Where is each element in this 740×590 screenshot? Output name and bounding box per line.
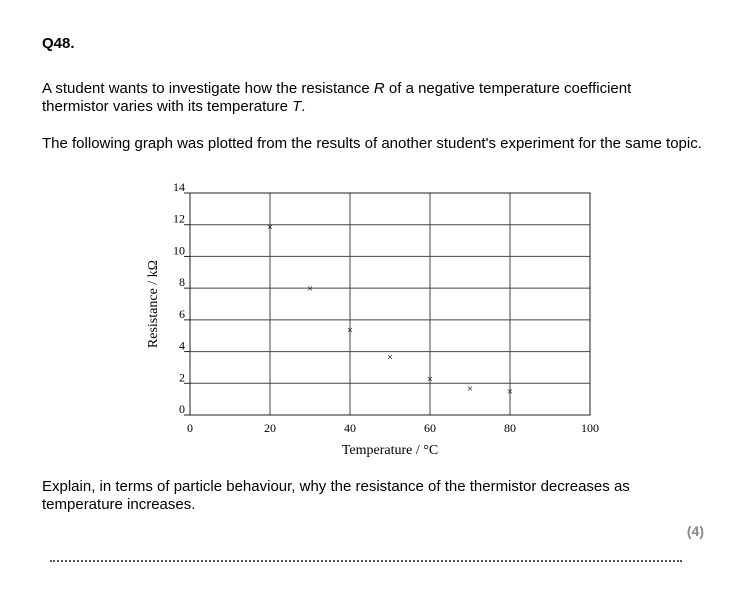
data-point: × (306, 283, 314, 296)
x-tick-label: 100 (581, 421, 599, 435)
question-number: Q48. (42, 35, 75, 52)
y-tick-label: 2 (179, 370, 185, 385)
y-tick-label: 10 (173, 243, 185, 258)
x-tick-label: 0 (187, 421, 193, 435)
y-tick-label: 6 (179, 306, 185, 321)
answer-line[interactable] (50, 560, 682, 562)
data-point: × (426, 373, 434, 386)
x-tick-label: 60 (424, 421, 436, 435)
data-point: × (506, 386, 514, 399)
data-point: × (346, 324, 354, 337)
chart-points (267, 221, 513, 398)
intro-text-1: A student wants to investigate how the resistance (42, 80, 374, 97)
marks-label: (4) (686, 523, 704, 539)
x-tick-label: 40 (344, 421, 356, 435)
x-axis-label: Temperature / °C (341, 443, 439, 458)
chart-ticks (173, 180, 599, 435)
y-tick-label: 14 (173, 180, 185, 194)
intro-symbol-t: T (292, 98, 302, 115)
question-prompt: Explain, in terms of particle behaviour, why the resistance of the thermistor decreases as temperature increases. (42, 478, 630, 513)
y-tick-label: 0 (179, 402, 185, 416)
y-tick-label: 4 (179, 338, 185, 353)
x-tick-label: 80 (504, 421, 516, 435)
data-point: × (386, 351, 394, 364)
data-point: × (466, 383, 474, 396)
chart-gridlines (190, 193, 590, 415)
intro-text-2: of a negative temperature coefficient thermistor varies with its temperature (42, 80, 632, 115)
intro-symbol-r: R (373, 80, 385, 97)
data-point: × (266, 221, 274, 234)
x-tick-label: 20 (264, 421, 276, 435)
intro-text-3: . (301, 98, 306, 115)
y-axis-label: Resistance / kΩ (146, 259, 161, 349)
y-tick-label: 12 (173, 211, 185, 226)
graph-intro: The following graph was plotted from the results of another student's experiment for the same topic. (42, 135, 702, 152)
plot-frame (190, 193, 590, 415)
y-tick-label: 8 (179, 275, 185, 290)
